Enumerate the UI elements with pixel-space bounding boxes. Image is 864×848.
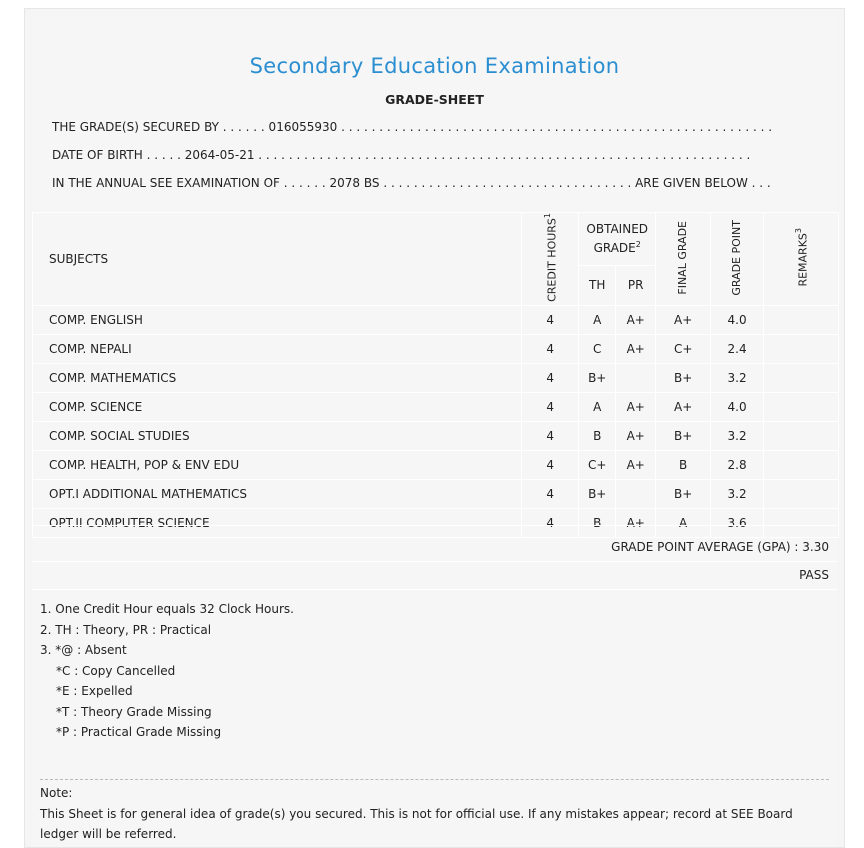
subject-cell: COMP. ENGLISH bbox=[33, 305, 522, 334]
table-row bbox=[33, 392, 839, 421]
table-row bbox=[33, 450, 839, 479]
credit-hours-label: CREDIT HOURS bbox=[545, 218, 559, 302]
gp-cell: 3.2 bbox=[711, 421, 764, 450]
th-cell: A bbox=[579, 392, 616, 421]
footer-note-label: Note: bbox=[40, 786, 73, 800]
remarks-cell bbox=[764, 305, 839, 334]
pr-cell: A+ bbox=[616, 305, 656, 334]
th-cell: B bbox=[579, 421, 616, 450]
remarks-cell bbox=[764, 508, 839, 537]
pr-cell: A+ bbox=[616, 508, 656, 537]
credit-cell: 4 bbox=[522, 305, 579, 334]
table-row bbox=[33, 421, 839, 450]
sheet-subtitle: GRADE-SHEET bbox=[385, 92, 484, 107]
exam-title: Secondary Education Examination bbox=[249, 54, 620, 78]
table-row bbox=[33, 363, 839, 392]
pr-cell: A+ bbox=[616, 421, 656, 450]
credit-cell: 4 bbox=[522, 334, 579, 363]
pr-cell bbox=[616, 479, 656, 508]
table-row bbox=[33, 508, 839, 537]
pr-cell: A+ bbox=[616, 450, 656, 479]
result-text: PASS bbox=[799, 568, 829, 582]
note-item: 3. *@ : Absent bbox=[40, 643, 127, 657]
final-cell: B+ bbox=[656, 421, 711, 450]
remarks-cell bbox=[764, 479, 839, 508]
divider bbox=[32, 525, 837, 526]
credit-cell: 4 bbox=[522, 450, 579, 479]
remarks-cell bbox=[764, 421, 839, 450]
credit-hours-sup: 1 bbox=[542, 213, 552, 219]
final-cell: A bbox=[656, 508, 711, 537]
divider bbox=[32, 589, 837, 590]
table-row bbox=[33, 305, 839, 334]
pr-cell: A+ bbox=[616, 392, 656, 421]
pr-cell bbox=[616, 363, 656, 392]
remarks-cell bbox=[764, 450, 839, 479]
notes-list bbox=[40, 599, 294, 743]
footer-note bbox=[40, 783, 825, 845]
subject-cell: COMP. HEALTH, POP & ENV EDU bbox=[33, 450, 522, 479]
th-cell: A bbox=[579, 305, 616, 334]
remarks-sup: 3 bbox=[793, 228, 803, 234]
note-item: 1. One Credit Hour equals 32 Clock Hours. bbox=[40, 602, 294, 616]
header-final-grade bbox=[656, 213, 711, 306]
subject-cell: COMP. SCIENCE bbox=[33, 392, 522, 421]
grade-sheet bbox=[24, 8, 845, 848]
secured-by-line: THE GRADE(S) SECURED BY . . . . . . 016055930 . . . . . . . . . . . . . . . . . . . . . . . . . . . . . . . . . . . . . . . . . . . . . . . . . . . . . . . . . bbox=[52, 120, 773, 134]
gp-cell: 3.2 bbox=[711, 363, 764, 392]
table-row bbox=[33, 334, 839, 363]
gp-cell: 3.6 bbox=[711, 508, 764, 537]
credit-cell: 4 bbox=[522, 392, 579, 421]
credit-cell: 4 bbox=[522, 421, 579, 450]
final-cell: B+ bbox=[656, 363, 711, 392]
header-pr: PR bbox=[616, 265, 656, 305]
final-cell: A+ bbox=[656, 392, 711, 421]
obtained-label-1: OBTAINED bbox=[586, 221, 649, 236]
header-obtained-grade bbox=[579, 213, 656, 266]
credit-cell: 4 bbox=[522, 479, 579, 508]
th-cell: B+ bbox=[579, 363, 616, 392]
subject-cell: OPT.II COMPUTER SCIENCE bbox=[33, 508, 522, 537]
table-row bbox=[33, 479, 839, 508]
header-credit-hours bbox=[522, 213, 579, 306]
th-cell: B bbox=[579, 508, 616, 537]
subject-cell: COMP. NEPALI bbox=[33, 334, 522, 363]
th-cell: C+ bbox=[579, 450, 616, 479]
subject-cell: COMP. SOCIAL STUDIES bbox=[33, 421, 522, 450]
grade-sheet-inner bbox=[32, 16, 837, 847]
final-cell: C+ bbox=[656, 334, 711, 363]
remarks-cell bbox=[764, 392, 839, 421]
grade-point-label: GRADE POINT bbox=[730, 219, 744, 296]
subject-cell: OPT.I ADDITIONAL MATHEMATICS bbox=[33, 479, 522, 508]
gp-cell: 2.8 bbox=[711, 450, 764, 479]
gp-cell: 3.2 bbox=[711, 479, 764, 508]
header-th: TH bbox=[579, 265, 616, 305]
th-cell: C bbox=[579, 334, 616, 363]
gpa-text: GRADE POINT AVERAGE (GPA) : 3.30 bbox=[611, 540, 829, 554]
credit-cell: 4 bbox=[522, 363, 579, 392]
final-cell: B bbox=[656, 450, 711, 479]
divider bbox=[32, 561, 837, 562]
table-header-row bbox=[33, 213, 839, 266]
grades-table bbox=[32, 212, 839, 538]
th-cell: B+ bbox=[579, 479, 616, 508]
subject-cell: COMP. MATHEMATICS bbox=[33, 363, 522, 392]
note-item: *E : Expelled bbox=[56, 684, 133, 698]
gp-cell: 4.0 bbox=[711, 305, 764, 334]
final-cell: B+ bbox=[656, 479, 711, 508]
gp-cell: 4.0 bbox=[711, 392, 764, 421]
remarks-label: REMARKS bbox=[796, 233, 810, 287]
exam-line: IN THE ANNUAL SEE EXAMINATION OF . . . . . . 2078 BS . . . . . . . . . . . . . . . . . . . . . . . . . . . . . . . . . ARE GIVEN BELOW . . . bbox=[52, 176, 771, 190]
credit-cell: 4 bbox=[522, 508, 579, 537]
note-item: 2. TH : Theory, PR : Practical bbox=[40, 622, 212, 637]
final-grade-label: FINAL GRADE bbox=[676, 220, 690, 295]
gp-cell: 2.4 bbox=[711, 334, 764, 363]
footer-note-text: This Sheet is for general idea of grade(s) you secured. This is not for official use. If any mistakes appear; record at SEE Board ledger will be referred. bbox=[40, 806, 793, 841]
dob-line: DATE OF BIRTH . . . . . 2064-05-21 . . . . . . . . . . . . . . . . . . . . . . . . . . . . . . . . . . . . . . . . . . . . . . . . . . . . . . . . . . . . . . . . . bbox=[52, 148, 751, 162]
header-subjects: SUBJECTS bbox=[33, 213, 522, 306]
final-cell: A+ bbox=[656, 305, 711, 334]
remarks-cell bbox=[764, 363, 839, 392]
note-item: *T : Theory Grade Missing bbox=[56, 704, 212, 719]
obtained-label-2: GRADE bbox=[593, 240, 636, 255]
header-remarks bbox=[764, 213, 839, 306]
obtained-sup: 2 bbox=[635, 239, 641, 249]
note-item: *C : Copy Cancelled bbox=[56, 663, 176, 678]
header-grade-point bbox=[711, 213, 764, 306]
note-item: *P : Practical Grade Missing bbox=[56, 725, 222, 739]
pr-cell: A+ bbox=[616, 334, 656, 363]
remarks-cell bbox=[764, 334, 839, 363]
dashed-divider bbox=[40, 779, 829, 780]
